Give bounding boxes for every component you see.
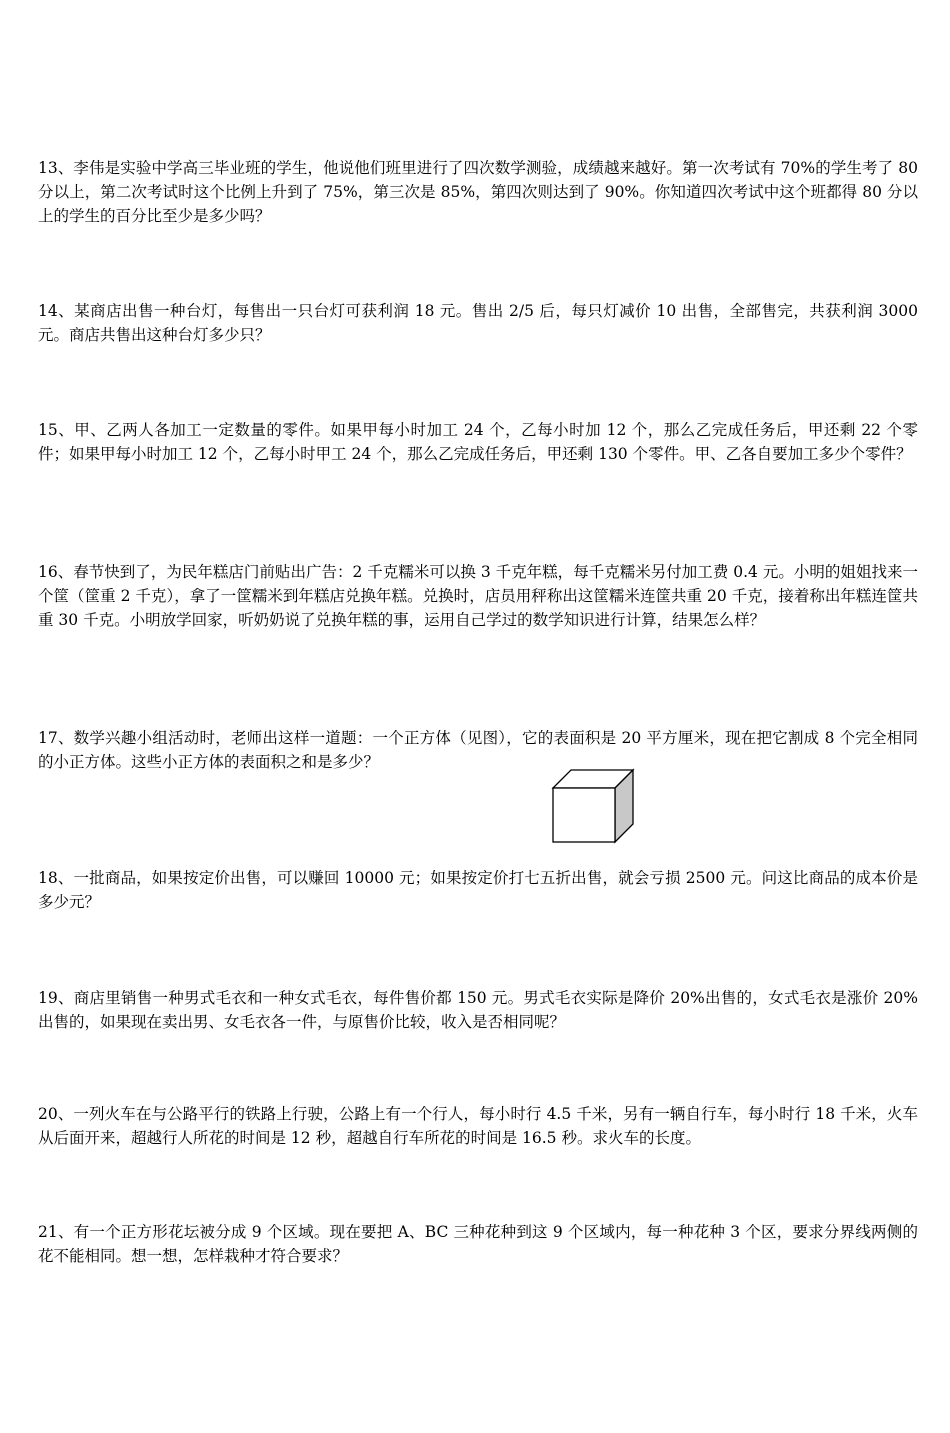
problem-15: 15、甲、乙两人各加工一定数量的零件。如果甲每小时加工 24 个，乙每小时加 12 个，那么乙完成任务后，甲还剩 22 个零件；如果甲每小时加工 12 个，乙每小时甲工 24 个，那么乙完成任务后，甲还剩 130 个零件。甲、乙各自要加工多少个零件？ [38,421,918,463]
problem-21: 21、有一个正方形花坛被分成 9 个区域。现在要把 A、BC 三种花种到这 9 个区域内，每一种花种 3 个区，要求分界线两侧的花不能相同。想一想，怎样栽种才符合要求？ [38,1223,918,1265]
problem-16: 16、春节快到了，为民年糕店门前贴出广告：2 千克糯米可以换 3 千克年糕，每千克糯米另付加工费 0.4 元。小明的姐姐找来一个筐（筐重 2 千克），拿了一筐糯米到年糕店兑换年糕。兑换时，店员用秤称出这筐糯米连筐共重 20 千克，接着称出年糕连筐共重 30 千克。小明放学回家，听奶奶说了兑换年糕的事，运用自己学过的数学知识进行计算，结果怎么样？ [38,563,918,629]
problem-14: 14、某商店出售一种台灯，每售出一只台灯可获利润 18 元。售出 2/5 后，每只灯减价 10 出售，全部售完，共获利润 3000 元。商店共售出这种台灯多少只？ [38,302,918,344]
problem-19: 19、商店里销售一种男式毛衣和一种女式毛衣，每件售价都 150 元。男式毛衣实际是降价 20%出售的，女式毛衣是涨价 20%出售的，如果现在卖出男、女毛衣各一件，与原售价比较，收入是否相同呢？ [38,989,918,1031]
problem-18: 18、一批商品，如果按定价出售，可以赚回 10000 元；如果按定价打七五折出售，就会亏损 2500 元。问这比商品的成本价是多少元？ [38,869,918,911]
problem-17: 17、数学兴趣小组活动时，老师出这样一道题：一个正方体（见图），它的表面积是 20 平方厘米，现在把它割成 8 个完全相同的小正方体。这些小正方体的表面积之和是多少？ [38,729,918,771]
problem-13: 13、李伟是实验中学高三毕业班的学生，他说他们班里进行了四次数学测验，成绩越来越好。第一次考试有 70%的学生考了 80 分以上，第二次考试时这个比例上升到了 75%，第三次是 85%，第四次则达到了 90%。你知道四次考试中这个班都得 80 分以上的学生的百分比至少是多少吗？ [38,159,918,225]
problem-20: 20、一列火车在与公路平行的铁路上行驶，公路上有一个行人，每小时行 4.5 千米，另有一辆自行车，每小时行 18 千米，火车从后面开来，超越行人所花的时间是 12 秒，超越自行车所花的时间是 16.5 秒。求火车的长度。 [38,1105,918,1147]
cube-figure [550,768,636,844]
cube-front-face [553,788,615,842]
